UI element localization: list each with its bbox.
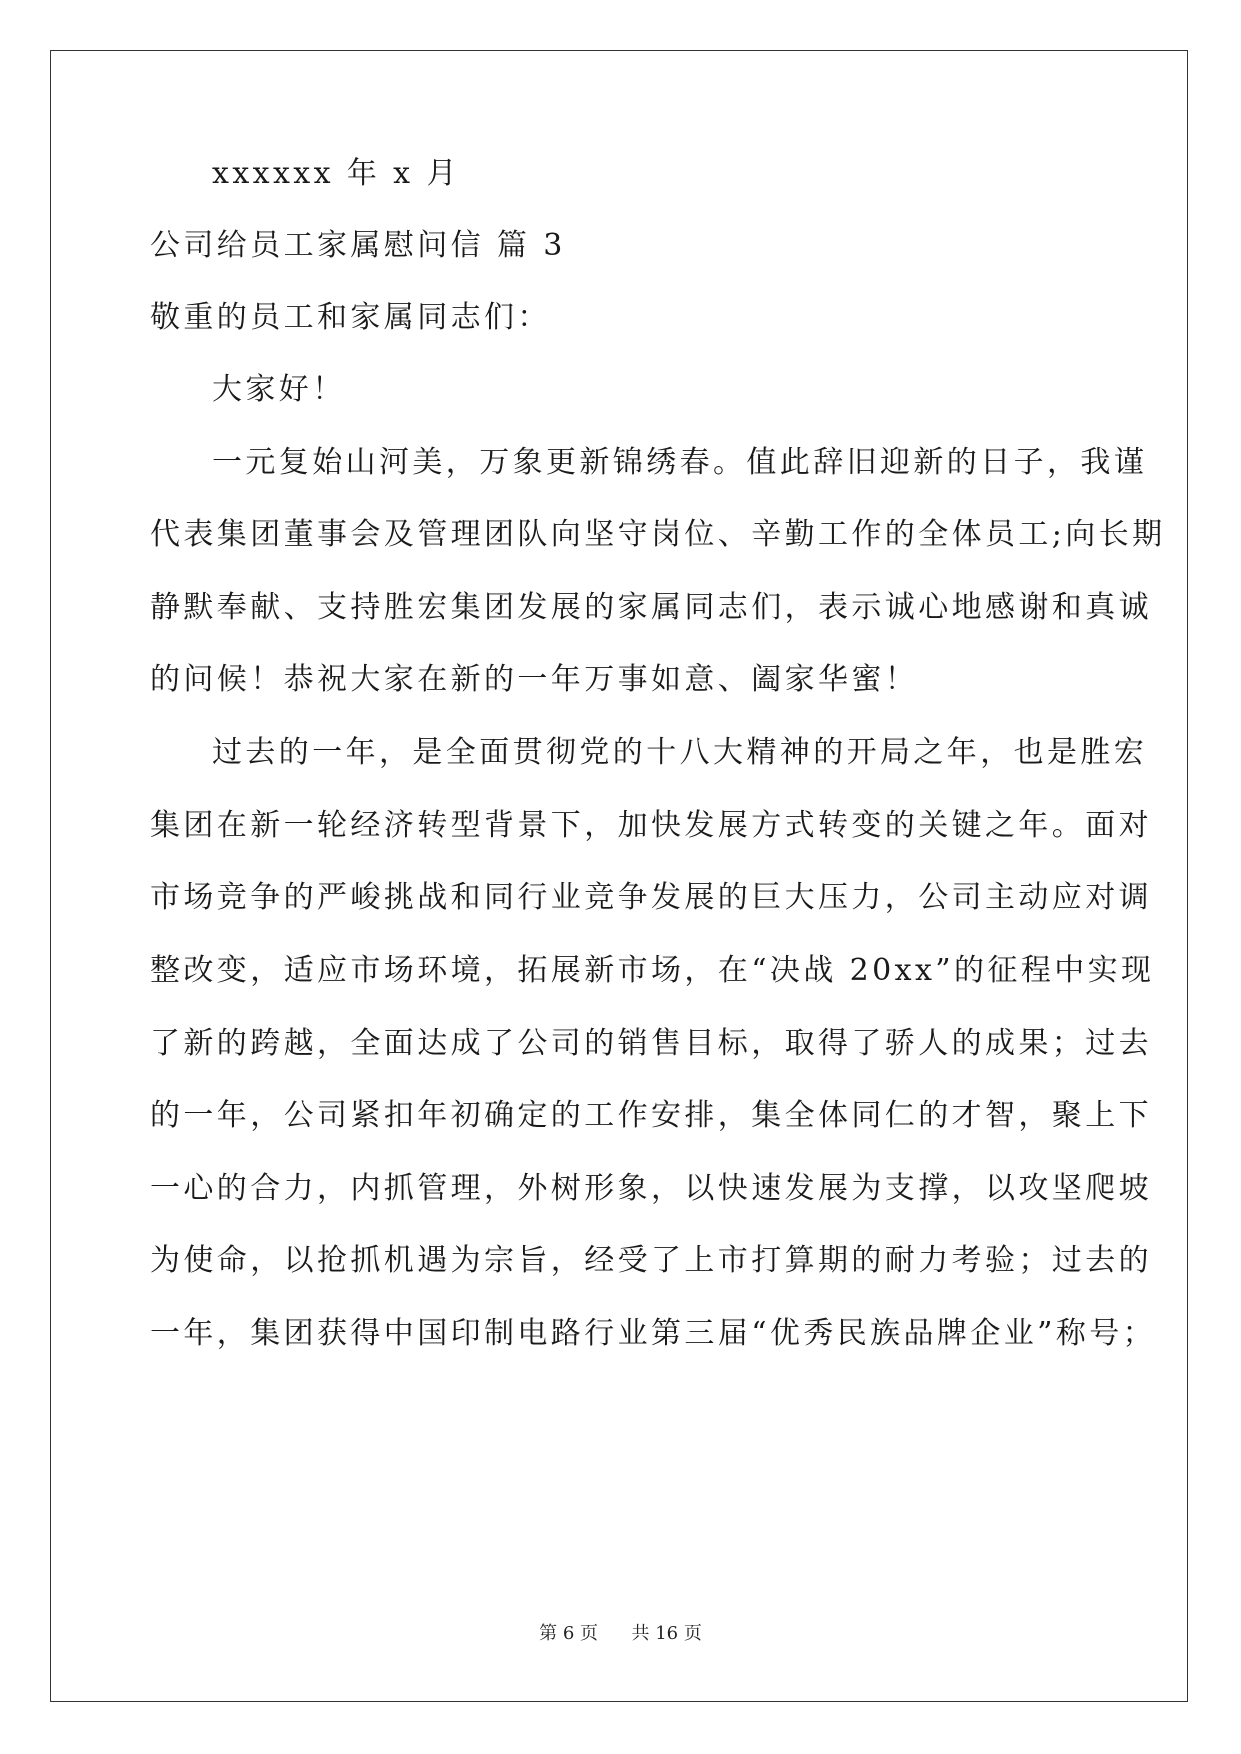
body-line: 静默奉献、支持胜宏集团发展的家属同志们，表示诚心地感谢和真诚 [150, 590, 1152, 625]
body-line: 代表集团董事会及管理团队向坚守岗位、辛勤工作的全体员工;向长期 [150, 517, 1166, 552]
body-line: 整改变，适应市场环境，拓展新市场，在“决战 20xx”的征程中实现 [150, 953, 1155, 988]
body-line: 过去的一年，是全面贯彻党的十八大精神的开局之年，也是胜宏 [212, 735, 1148, 770]
body-line: 的问候！恭祝大家在新的一年万事如意、阖家华蜜！ [150, 662, 919, 697]
body-line: 的一年，公司紧扣年初确定的工作安排，集全体同仁的才智，聚上下 [150, 1098, 1152, 1133]
greeting: 大家好！ [212, 372, 346, 407]
salutation: 敬重的员工和家属同志们： [150, 300, 551, 335]
page-number: 第 6 页 [539, 1623, 599, 1644]
body-line: 一年，集团获得中国印制电路行业第三届“优秀民族品牌企业”称号； [150, 1316, 1157, 1351]
page-total: 共 16 页 [631, 1623, 702, 1644]
body-line: 一心的合力，内抓管理，外树形象，以快速发展为支撑，以攻坚爬坡 [150, 1171, 1152, 1206]
body-line: 市场竞争的严峻挑战和同行业竞争发展的巨大压力，公司主动应对调 [150, 880, 1152, 915]
body-line: 了新的跨越，全面达成了公司的销售目标，取得了骄人的成果；过去 [150, 1026, 1152, 1061]
section-title: 公司给员工家属慰问信 篇 3 [150, 228, 566, 263]
page-footer [0, 1622, 1241, 1646]
date-line: xxxxxx 年 x 月 [212, 156, 460, 191]
body-line: 集团在新一轮经济转型背景下，加快发展方式转变的关键之年。面对 [150, 808, 1152, 843]
body-line: 一元复始山河美，万象更新锦绣春。值此辞旧迎新的日子，我谨 [212, 445, 1148, 480]
body-line: 为使命，以抢抓机遇为宗旨，经受了上市打算期的耐力考验；过去的 [150, 1243, 1152, 1278]
